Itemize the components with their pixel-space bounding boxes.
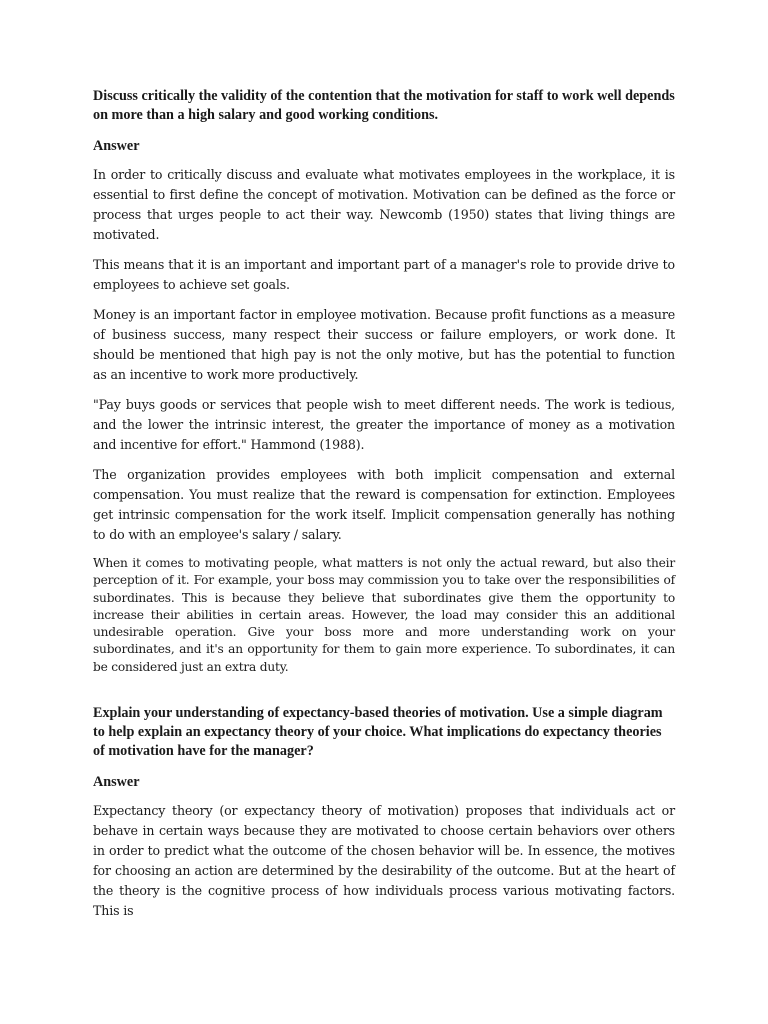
answer-2-paragraph-1: Expectancy theory (or expectancy theory of motivation) proposes that individuals act or behave in certain ways because they are motivated to choose certain behaviors over others in order to predict what the outcome of the chosen behavior will be. In essence, the motives for choosing an action are determined by the desirability of the outcome. But at the heart of the theory is the cognitive process of how individuals process various motivating factors. This is (93, 803, 675, 919)
question-2-heading: Explain your understanding of expectancy-based theories of motivation. Use a simple diagram to help explain an expectancy theory of your choice. What implications do expectancy theories of motivation have for the manager? (93, 705, 663, 760)
answer-1-paragraph-2: This means that it is an important and important part of a manager's role to provide drive to employees to achieve set goals. (93, 257, 675, 292)
question-1-heading: Discuss critically the validity of the contention that the motivation for staff to work well depends on more than a high salary and good working conditions. (93, 88, 675, 123)
answer-1-paragraph-6: When it comes to motivating people, what matters is not only the actual reward, but also their perception of it. For example, your boss may commission you to take over the responsibilities of subordinates. This is because they believe that subordinates give them the opportunity to increase their abilities in certain areas. However, the load may consider this an additional undesirable operation. Give your boss more and more understanding work on your subordinates, and it's an opportunity for them to gain more experience. To subordinates, it can be considered just an extra duty. (93, 556, 675, 674)
answer-1-paragraph-4: "Pay buys goods or services that people wish to meet different needs. The work is tedious, and the lower the intrinsic interest, the greater the importance of money as a motivation and incentive for effort." Hammond (1988). (93, 397, 675, 452)
answer-1-paragraph-1: In order to critically discuss and evaluate what motivates employees in the workplace, it is essential to first define the concept of motivation. Motivation can be defined as the force or process that urges people to act their way. Newcomb (1950) states that living things are motivated. (93, 167, 675, 242)
answer-2-label: Answer (93, 774, 140, 791)
answer-1-paragraph-5: The organization provides employees with both implicit compensation and external compensation. You must realize that the reward is compensation for extinction. Employees get intrinsic compensation for the work itself. Implicit compensation generally has nothing to do with an employee's salary / salary. (93, 467, 675, 542)
document-body (93, 87, 675, 921)
answer-1-label: Answer (93, 138, 140, 154)
answer-1-paragraph-3: Money is an important factor in employee motivation. Because profit functions as a measure of business success, many respect their success or failure employers, or work done. It should be mentioned that high pay is not the only motive, but has the potential to function as an incentive to work more productively. (93, 307, 675, 382)
